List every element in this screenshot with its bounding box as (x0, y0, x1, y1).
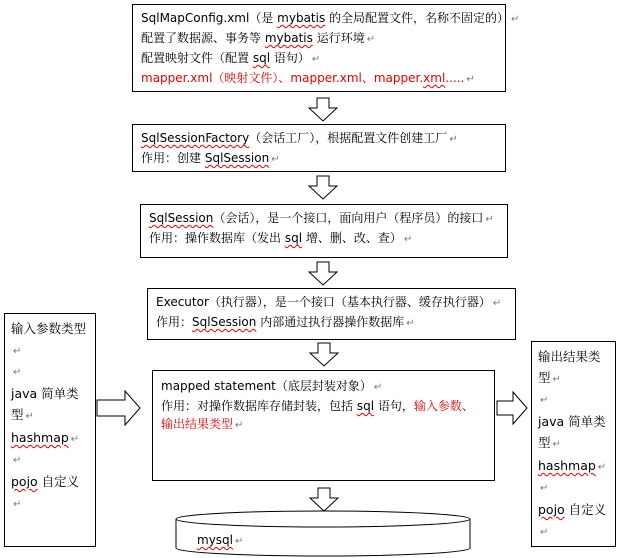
config-line-4: mapper.xml（映射文件）、mapper.xml、mapper.xml..... ↵ (141, 71, 475, 85)
config-box (132, 4, 520, 92)
down-arrow-2 (309, 176, 337, 199)
factory-line-2: 作用：创建 SqlSession ↵ (141, 151, 280, 165)
input-blank-2: ↵ (13, 455, 22, 466)
input-line-3: hashmap ↵ (11, 430, 80, 445)
input-line-4: pojo 自定义↵ (11, 474, 80, 510)
down-arrow-4 (310, 343, 338, 366)
config-line-3: 配置映射文件（配置 sql 语句） ↵ (141, 51, 321, 65)
output-type-box (531, 341, 616, 547)
mapped-statement-box (152, 370, 495, 481)
output-line-4: pojo 自定义↵ (538, 502, 607, 538)
output-line-3: hashmap ↵ (538, 458, 607, 473)
session-line-2: 作用：操作数据库（发出 sql 增、删、改、查） ↵ (149, 231, 413, 245)
right-arrow-output (497, 392, 527, 424)
executor-line-1: Executor（执行器），是一个接口（基本执行器、缓存执行器） ↵ (156, 295, 502, 309)
down-arrow-5 (310, 488, 338, 511)
mapped-line-1: mapped statement（底层封装对象） ↵ (161, 379, 383, 393)
output-line-1: 输出结果类型 ↵ (538, 349, 601, 385)
factory-line-1: SqlSessionFactory（会话工厂），根据配置文件创建工厂 ↵ (141, 131, 458, 145)
output-line-2: java 简单类型 ↵ (538, 414, 606, 450)
session-box (140, 204, 508, 258)
right-arrow-input (97, 391, 140, 425)
config-line-2: 配置了数据源、事务等 mybatis 运行环境 ↵ (141, 31, 376, 45)
executor-line-2: 作用：SqlSession 内部通过执行器操作数据库 ↵ (156, 315, 415, 329)
output-blank-2: ↵ (540, 483, 549, 494)
output-blank-1: ↵ (540, 395, 549, 406)
database-label: mysql ↵ (197, 533, 244, 547)
factory-box (132, 124, 506, 172)
input-type-box (4, 313, 96, 547)
input-line-1: 输入参数类型↵ (11, 321, 87, 357)
down-arrow-3 (309, 262, 337, 285)
mapped-line-3: 输出结果类型 ↵ (161, 417, 244, 431)
input-line-2: java 简单类型 ↵ (11, 386, 79, 422)
session-line-1: SqlSession（会话），是一个接口，面向用户（程序员）的接口 ↵ (149, 211, 494, 225)
executor-box (147, 288, 516, 340)
config-line-1: SqlMapConfig.xml（是 mybatis 的全局配置文件，名称不固定的） ↵ (141, 11, 520, 25)
mapped-line-2: 作用：对操作数据库存储封装，包括 sql 语句，输入参数、 (161, 399, 474, 413)
down-arrow-1 (309, 98, 337, 121)
input-blank-1: ↵ (13, 367, 22, 378)
